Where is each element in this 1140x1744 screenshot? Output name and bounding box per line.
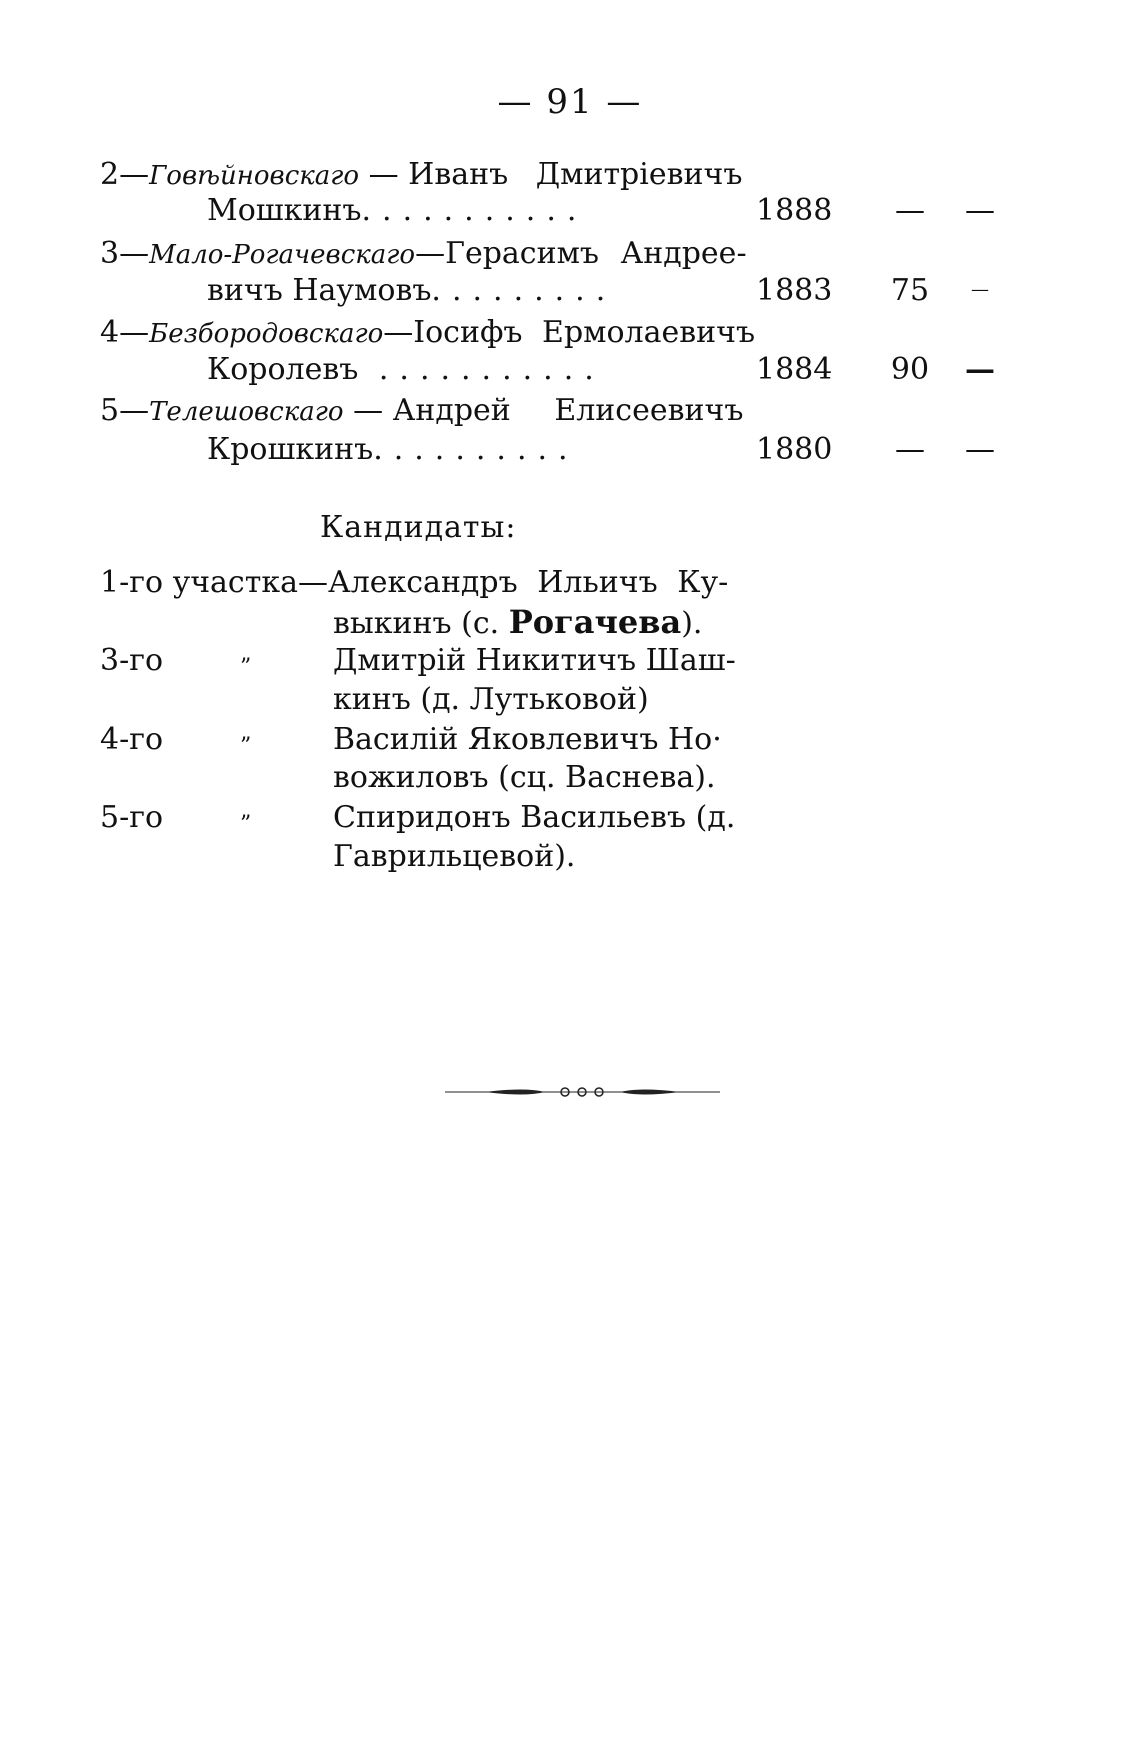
entry-3-value-2: — xyxy=(971,279,989,300)
entry-number: 4 xyxy=(100,315,120,350)
entry-4-value-2: — xyxy=(965,352,995,387)
entry-3-year: 1883 xyxy=(756,273,833,308)
person-surname: вичъ Наумовъ xyxy=(207,273,432,308)
person-surname: Мошкинъ xyxy=(207,193,362,228)
entry-5-value-2: — xyxy=(965,432,995,467)
person-name: Герасимъ Андрее- xyxy=(445,236,747,271)
entry-5-line-1: 5—Телешовскаго — Андрей Елисеевичъ xyxy=(100,393,744,428)
entry-2-value: — xyxy=(895,193,925,228)
candidate-1-line-1: 1-го участка—Александръ Ильичъ Ку- xyxy=(100,565,729,600)
person-name: Иванъ Дмитріевичъ xyxy=(408,157,743,192)
person-name: Іосифъ Ермолаевичъ xyxy=(413,315,756,350)
candidate-5-district: 5-го xyxy=(100,800,164,835)
entry-4-value: 90 xyxy=(890,352,930,387)
candidate-1-line-2: выкинъ (с. Рогачева). xyxy=(333,603,703,641)
entry-5-year: 1880 xyxy=(756,432,833,467)
candidate-5-line-1: Спиридонъ Васильевъ (д. xyxy=(333,800,736,835)
candidate-3-line-1: Дмитрій Никитичъ Шаш- xyxy=(333,643,736,678)
ditto-mark: ” xyxy=(240,655,252,680)
entry-5-line-2: Крошкинъ.......... xyxy=(207,432,579,467)
person-name: Андрей Елисеевичъ xyxy=(392,393,744,428)
parish-name: Безбородовскаго xyxy=(149,319,384,349)
entry-4-line-2: Королевъ ........... xyxy=(207,352,605,387)
village-name: Рогачева xyxy=(508,603,682,641)
entry-4-line-1: 4—Безбородовскаго—Іосифъ Ермолаевичъ xyxy=(100,315,756,350)
district-label: 1-го xyxy=(100,565,164,600)
entry-2-line-2: Мошкинъ........... xyxy=(207,193,588,228)
ditto-mark: ” xyxy=(240,734,252,759)
entry-3-value: 75 xyxy=(890,273,930,308)
entry-3-line-2: вичъ Наумовъ......... xyxy=(207,273,617,308)
entry-4-year: 1884 xyxy=(756,352,833,387)
candidate-4-line-1: Василій Яковлевичъ Но· xyxy=(333,722,722,757)
parish-name: Говѣйновскаго xyxy=(149,161,360,191)
candidate-4-district: 4-го xyxy=(100,722,164,757)
entry-number: 5 xyxy=(100,393,120,428)
entry-5-value: — xyxy=(895,432,925,467)
candidate-3-district: 3-го xyxy=(100,643,164,678)
person-surname: Крошкинъ xyxy=(207,432,374,467)
entry-2-value-2: — xyxy=(965,193,995,228)
ornament-rule xyxy=(445,1085,720,1099)
candidate-5-line-2: Гаврильцевой). xyxy=(333,839,576,874)
entry-2-line-1: 2—Говѣйновскаго — Иванъ Дмитріевичъ xyxy=(100,157,743,192)
candidate-3-line-2: кинъ (д. Лутьковой) xyxy=(333,682,649,717)
parish-name: Мало-Рогачевскаго xyxy=(149,240,416,270)
candidate-4-line-2: вожиловъ (сц. Васнева). xyxy=(333,760,716,795)
entry-number: 2 xyxy=(100,157,120,192)
entry-number: 3 xyxy=(100,236,120,271)
section-title: Кандидаты: xyxy=(320,510,517,545)
candidate-name: Александръ Ильичъ Ку- xyxy=(327,565,729,600)
entry-2-year: 1888 xyxy=(756,193,833,228)
ditto-mark: ” xyxy=(240,812,252,837)
entry-3-line-1: 3—Мало-Рогачевскаго—Герасимъ Андрее- xyxy=(100,236,747,271)
parish-name: Телешовскаго xyxy=(149,397,344,427)
page-number: — 91 — xyxy=(497,82,643,122)
person-surname: Королевъ xyxy=(207,352,359,387)
